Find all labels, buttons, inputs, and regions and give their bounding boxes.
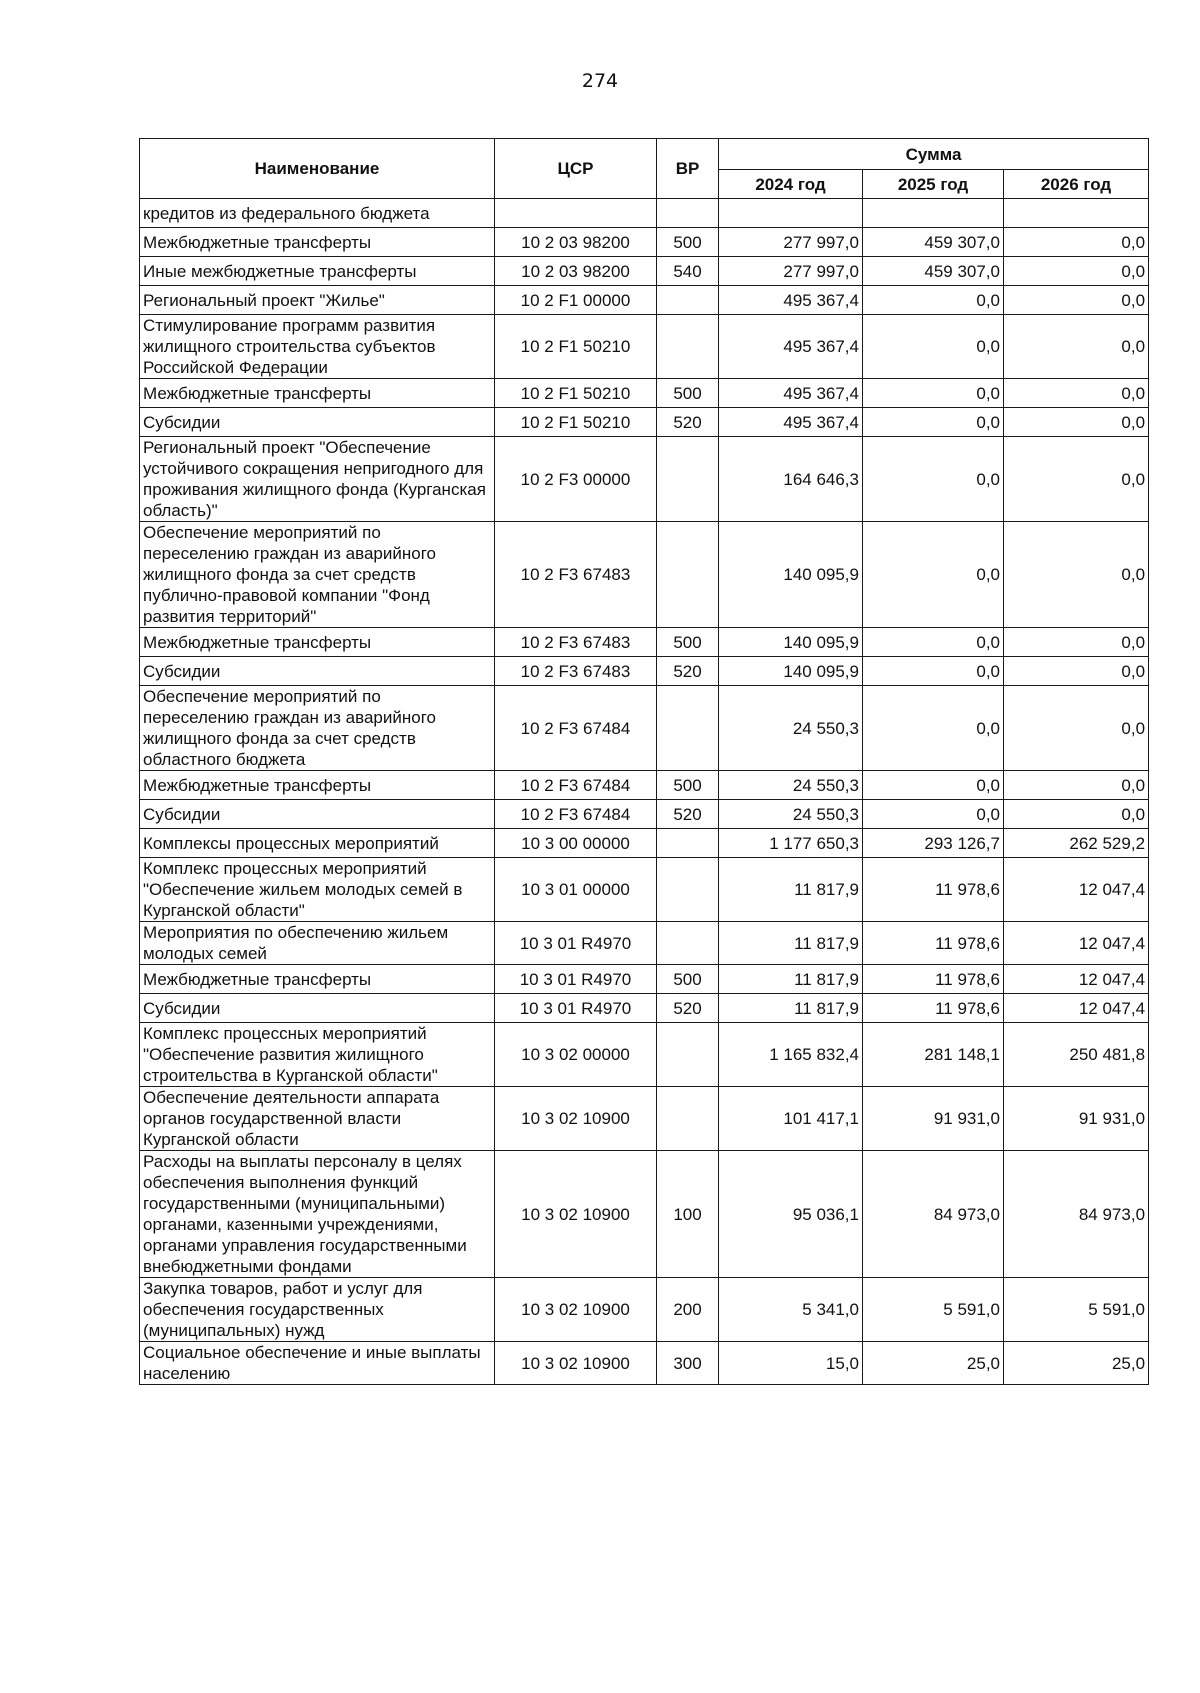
cell-csr: 10 2 F3 00000	[495, 437, 657, 522]
cell-2026	[1004, 199, 1149, 228]
cell-name: Комплекс процессных мероприятий "Обеспечение развития жилищного строительства в Курганской области"	[140, 1023, 495, 1087]
cell-2024: 5 341,0	[719, 1278, 863, 1342]
cell-2026: 0,0	[1004, 408, 1149, 437]
cell-csr: 10 3 01 R4970	[495, 965, 657, 994]
cell-name: Мероприятия по обеспечению жильем молодых семей	[140, 922, 495, 965]
cell-csr: 10 2 F1 00000	[495, 286, 657, 315]
table-row	[140, 257, 1149, 286]
cell-2026: 0,0	[1004, 315, 1149, 379]
cell-name: Межбюджетные трансферты	[140, 228, 495, 257]
cell-name: Межбюджетные трансферты	[140, 628, 495, 657]
cell-name: Закупка товаров, работ и услуг для обеспечения государственных (муниципальных) нужд	[140, 1278, 495, 1342]
cell-2025: 0,0	[863, 686, 1004, 771]
table-row	[140, 199, 1149, 228]
header-year-2024: 2024 год	[719, 170, 863, 199]
header-csr: ЦСР	[495, 139, 657, 199]
cell-2024: 1 177 650,3	[719, 829, 863, 858]
cell-2025: 84 973,0	[863, 1151, 1004, 1278]
cell-csr: 10 3 02 00000	[495, 1023, 657, 1087]
cell-name: Комплексы процессных мероприятий	[140, 829, 495, 858]
cell-name: Обеспечение мероприятий по переселению граждан из аварийного жилищного фонда за счет средств областного бюджета	[140, 686, 495, 771]
table-header	[140, 139, 1149, 199]
table-row	[140, 1087, 1149, 1151]
cell-2024	[719, 199, 863, 228]
cell-2026: 25,0	[1004, 1342, 1149, 1385]
cell-2026: 262 529,2	[1004, 829, 1149, 858]
cell-2026: 0,0	[1004, 657, 1149, 686]
cell-2025: 5 591,0	[863, 1278, 1004, 1342]
table-row	[140, 686, 1149, 771]
cell-csr: 10 2 F3 67483	[495, 522, 657, 628]
cell-2024: 24 550,3	[719, 800, 863, 829]
cell-2024: 101 417,1	[719, 1087, 863, 1151]
cell-name: Обеспечение деятельности аппарата органов государственной власти Курганской области	[140, 1087, 495, 1151]
cell-vr: 520	[657, 800, 719, 829]
cell-csr: 10 3 01 R4970	[495, 994, 657, 1023]
cell-2024: 495 367,4	[719, 408, 863, 437]
cell-2025: 0,0	[863, 286, 1004, 315]
cell-name: Расходы на выплаты персоналу в целях обеспечения выполнения функций государственными (муниципальными) органами, казенными учреждениями, органами управления государственными внебюджетными фондами	[140, 1151, 495, 1278]
cell-csr: 10 3 02 10900	[495, 1342, 657, 1385]
cell-vr	[657, 437, 719, 522]
cell-2024: 15,0	[719, 1342, 863, 1385]
cell-2026: 0,0	[1004, 257, 1149, 286]
cell-2026: 0,0	[1004, 800, 1149, 829]
cell-2026: 250 481,8	[1004, 1023, 1149, 1087]
cell-2024: 95 036,1	[719, 1151, 863, 1278]
cell-name: Субсидии	[140, 408, 495, 437]
cell-csr: 10 2 03 98200	[495, 228, 657, 257]
table-row	[140, 408, 1149, 437]
cell-vr	[657, 522, 719, 628]
cell-vr: 500	[657, 379, 719, 408]
cell-2025: 25,0	[863, 1342, 1004, 1385]
cell-2026: 12 047,4	[1004, 994, 1149, 1023]
cell-csr: 10 3 00 00000	[495, 829, 657, 858]
cell-vr: 500	[657, 771, 719, 800]
cell-name: кредитов из федерального бюджета	[140, 199, 495, 228]
cell-name: Субсидии	[140, 994, 495, 1023]
cell-name: Региональный проект "Обеспечение устойчивого сокращения непригодного для проживания жилищного фонда (Курганская область)"	[140, 437, 495, 522]
cell-vr: 500	[657, 965, 719, 994]
cell-name: Обеспечение мероприятий по переселению граждан из аварийного жилищного фонда за счет средств публично-правовой компании "Фонд развития территорий"	[140, 522, 495, 628]
table-row	[140, 965, 1149, 994]
table-row	[140, 628, 1149, 657]
cell-csr: 10 2 F3 67484	[495, 771, 657, 800]
cell-2024: 1 165 832,4	[719, 1023, 863, 1087]
cell-2024: 495 367,4	[719, 379, 863, 408]
table-row	[140, 522, 1149, 628]
cell-2024: 140 095,9	[719, 657, 863, 686]
cell-name: Региональный проект "Жилье"	[140, 286, 495, 315]
cell-2025: 459 307,0	[863, 257, 1004, 286]
cell-2025: 0,0	[863, 437, 1004, 522]
table-row	[140, 228, 1149, 257]
cell-name: Социальное обеспечение и иные выплаты населению	[140, 1342, 495, 1385]
cell-name: Субсидии	[140, 800, 495, 829]
cell-2026: 91 931,0	[1004, 1087, 1149, 1151]
cell-vr	[657, 315, 719, 379]
table-row	[140, 800, 1149, 829]
table-row	[140, 858, 1149, 922]
cell-vr	[657, 199, 719, 228]
cell-csr: 10 2 F3 67484	[495, 686, 657, 771]
cell-2025: 0,0	[863, 522, 1004, 628]
cell-name: Стимулирование программ развития жилищного строительства субъектов Российской Федерации	[140, 315, 495, 379]
cell-2025: 11 978,6	[863, 994, 1004, 1023]
table-row	[140, 994, 1149, 1023]
cell-2026: 0,0	[1004, 379, 1149, 408]
cell-vr	[657, 829, 719, 858]
cell-vr	[657, 922, 719, 965]
cell-csr: 10 3 02 10900	[495, 1087, 657, 1151]
cell-2026: 0,0	[1004, 686, 1149, 771]
cell-csr: 10 2 F3 67483	[495, 628, 657, 657]
page-number: 274	[581, 70, 619, 92]
cell-2024: 495 367,4	[719, 315, 863, 379]
cell-vr: 520	[657, 408, 719, 437]
cell-vr: 500	[657, 628, 719, 657]
cell-2025: 11 978,6	[863, 858, 1004, 922]
cell-2026: 5 591,0	[1004, 1278, 1149, 1342]
cell-2025: 0,0	[863, 771, 1004, 800]
table-row	[140, 1151, 1149, 1278]
cell-vr	[657, 1023, 719, 1087]
cell-2025: 0,0	[863, 628, 1004, 657]
cell-name: Межбюджетные трансферты	[140, 771, 495, 800]
cell-2026: 0,0	[1004, 522, 1149, 628]
cell-csr: 10 2 F1 50210	[495, 379, 657, 408]
cell-2026: 12 047,4	[1004, 965, 1149, 994]
cell-csr: 10 3 02 10900	[495, 1278, 657, 1342]
table-row	[140, 1278, 1149, 1342]
cell-csr: 10 2 F3 67484	[495, 800, 657, 829]
cell-2026: 0,0	[1004, 437, 1149, 522]
cell-2025: 11 978,6	[863, 965, 1004, 994]
table-row	[140, 829, 1149, 858]
cell-vr	[657, 686, 719, 771]
cell-2025: 91 931,0	[863, 1087, 1004, 1151]
cell-2025: 459 307,0	[863, 228, 1004, 257]
cell-name: Комплекс процессных мероприятий "Обеспечение жильем молодых семей в Курганской области"	[140, 858, 495, 922]
table-row	[140, 1342, 1149, 1385]
cell-2024: 277 997,0	[719, 257, 863, 286]
cell-vr: 520	[657, 994, 719, 1023]
cell-2026: 0,0	[1004, 628, 1149, 657]
cell-2024: 24 550,3	[719, 771, 863, 800]
table-row	[140, 922, 1149, 965]
header-vr: ВР	[657, 139, 719, 199]
header-name: Наименование	[140, 139, 495, 199]
cell-2025	[863, 199, 1004, 228]
cell-vr: 540	[657, 257, 719, 286]
cell-2024: 495 367,4	[719, 286, 863, 315]
cell-2025: 0,0	[863, 657, 1004, 686]
cell-2024: 11 817,9	[719, 965, 863, 994]
table-body	[140, 199, 1149, 1385]
cell-vr: 300	[657, 1342, 719, 1385]
cell-csr: 10 3 01 00000	[495, 858, 657, 922]
cell-2024: 11 817,9	[719, 858, 863, 922]
cell-name: Межбюджетные трансферты	[140, 379, 495, 408]
cell-2026: 0,0	[1004, 771, 1149, 800]
cell-2025: 0,0	[863, 315, 1004, 379]
cell-vr	[657, 286, 719, 315]
cell-2024: 277 997,0	[719, 228, 863, 257]
cell-2025: 0,0	[863, 379, 1004, 408]
cell-2026: 12 047,4	[1004, 858, 1149, 922]
cell-vr: 100	[657, 1151, 719, 1278]
header-sum: Сумма	[719, 139, 1149, 170]
table-row	[140, 1023, 1149, 1087]
table-row	[140, 286, 1149, 315]
header-year-2025: 2025 год	[863, 170, 1004, 199]
table-row	[140, 771, 1149, 800]
cell-csr: 10 2 F1 50210	[495, 408, 657, 437]
cell-csr: 10 2 03 98200	[495, 257, 657, 286]
table-row	[140, 437, 1149, 522]
cell-csr: 10 3 01 R4970	[495, 922, 657, 965]
cell-2025: 281 148,1	[863, 1023, 1004, 1087]
cell-2026: 84 973,0	[1004, 1151, 1149, 1278]
cell-vr: 520	[657, 657, 719, 686]
cell-2025: 293 126,7	[863, 829, 1004, 858]
cell-vr: 200	[657, 1278, 719, 1342]
cell-2026: 0,0	[1004, 286, 1149, 315]
cell-csr: 10 2 F1 50210	[495, 315, 657, 379]
cell-name: Субсидии	[140, 657, 495, 686]
cell-name: Межбюджетные трансферты	[140, 965, 495, 994]
budget-table	[139, 138, 1149, 1385]
cell-2024: 24 550,3	[719, 686, 863, 771]
cell-csr: 10 3 02 10900	[495, 1151, 657, 1278]
cell-2024: 164 646,3	[719, 437, 863, 522]
cell-2024: 140 095,9	[719, 628, 863, 657]
cell-2024: 11 817,9	[719, 922, 863, 965]
cell-2026: 12 047,4	[1004, 922, 1149, 965]
table-row	[140, 379, 1149, 408]
header-year-2026: 2026 год	[1004, 170, 1149, 199]
cell-vr	[657, 1087, 719, 1151]
cell-2026: 0,0	[1004, 228, 1149, 257]
table-row	[140, 657, 1149, 686]
cell-csr	[495, 199, 657, 228]
table-row	[140, 315, 1149, 379]
cell-2024: 11 817,9	[719, 994, 863, 1023]
cell-2025: 11 978,6	[863, 922, 1004, 965]
cell-vr	[657, 858, 719, 922]
cell-csr: 10 2 F3 67483	[495, 657, 657, 686]
cell-2025: 0,0	[863, 408, 1004, 437]
cell-2025: 0,0	[863, 800, 1004, 829]
cell-vr: 500	[657, 228, 719, 257]
cell-2024: 140 095,9	[719, 522, 863, 628]
cell-name: Иные межбюджетные трансферты	[140, 257, 495, 286]
